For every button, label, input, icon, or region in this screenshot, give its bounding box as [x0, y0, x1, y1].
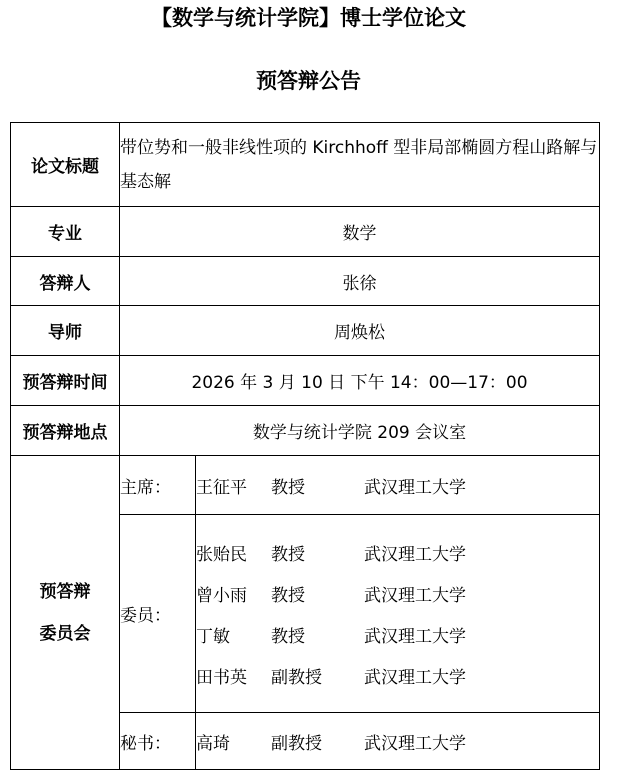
time-label: 预答辩时间: [11, 356, 120, 406]
member-name: 田书英: [196, 667, 247, 688]
secretary-role-label: 秘书：: [120, 713, 196, 770]
row-advisor: [11, 306, 600, 356]
committee-member-row: [196, 465, 599, 506]
members-role-label: 委员：: [120, 515, 196, 713]
thesis-title-value: 带位势和一般非线性项的 Kirchhoff 型非局部椭圆方程山路解与基态解: [120, 123, 600, 207]
member-title: 教授: [271, 544, 305, 565]
committee-label-line1: 预答辩: [39, 581, 91, 602]
member-title: 副教授: [271, 733, 322, 754]
location-value: 数学与统计学院 209 会议室: [120, 406, 600, 456]
committee-members: [196, 515, 600, 713]
time-value: 2026 年 3 月 10 日 下午 14：00—17：00: [120, 356, 600, 406]
member-title: 副教授: [271, 667, 322, 688]
member-name: 王征平: [196, 477, 247, 498]
member-title: 教授: [271, 585, 305, 606]
member-title: 教授: [271, 626, 305, 647]
advisor-value: 周焕松: [120, 306, 600, 356]
row-location: [11, 406, 600, 456]
row-thesis-title: [11, 123, 600, 207]
member-name: 曾小雨: [196, 585, 247, 606]
committee-label-line2: 委员会: [39, 623, 91, 644]
committee-member-row: [196, 614, 599, 655]
member-affiliation: 武汉理工大学: [364, 477, 466, 498]
member-affiliation: 武汉理工大学: [364, 585, 466, 606]
location-label: 预答辩地点: [11, 406, 120, 456]
chair-role-label: 主席：: [120, 456, 196, 515]
member-affiliation: 武汉理工大学: [364, 667, 466, 688]
member-name: 丁敏: [196, 626, 230, 647]
major-label: 专业: [11, 207, 120, 257]
document-subtitle: 预答辩公告: [256, 69, 361, 93]
member-name: 张贻民: [196, 544, 247, 565]
thesis-title-label: 论文标题: [11, 123, 120, 207]
secretary-members: [196, 713, 600, 770]
row-defender: [11, 257, 600, 306]
defender-label: 答辩人: [11, 257, 120, 306]
member-affiliation: 武汉理工大学: [364, 626, 466, 647]
committee-member-row: [196, 655, 599, 696]
committee-member-row: [196, 721, 599, 762]
committee-label: [11, 456, 120, 770]
advisor-label: 导师: [11, 306, 120, 356]
committee-member-row: [196, 573, 599, 614]
member-affiliation: 武汉理工大学: [364, 544, 466, 565]
document-title: 【数学与统计学院】博士学位论文: [151, 6, 466, 30]
member-affiliation: 武汉理工大学: [364, 733, 466, 754]
announcement-table: [10, 122, 600, 770]
member-name: 高琦: [196, 733, 230, 754]
defender-value: 张徐: [120, 257, 600, 306]
committee-member-row: [196, 532, 599, 573]
row-time: [11, 356, 600, 406]
row-major: [11, 207, 600, 257]
member-title: 教授: [271, 477, 305, 498]
chair-members: [196, 456, 600, 515]
major-value: 数学: [120, 207, 600, 257]
row-chair: [11, 456, 600, 515]
